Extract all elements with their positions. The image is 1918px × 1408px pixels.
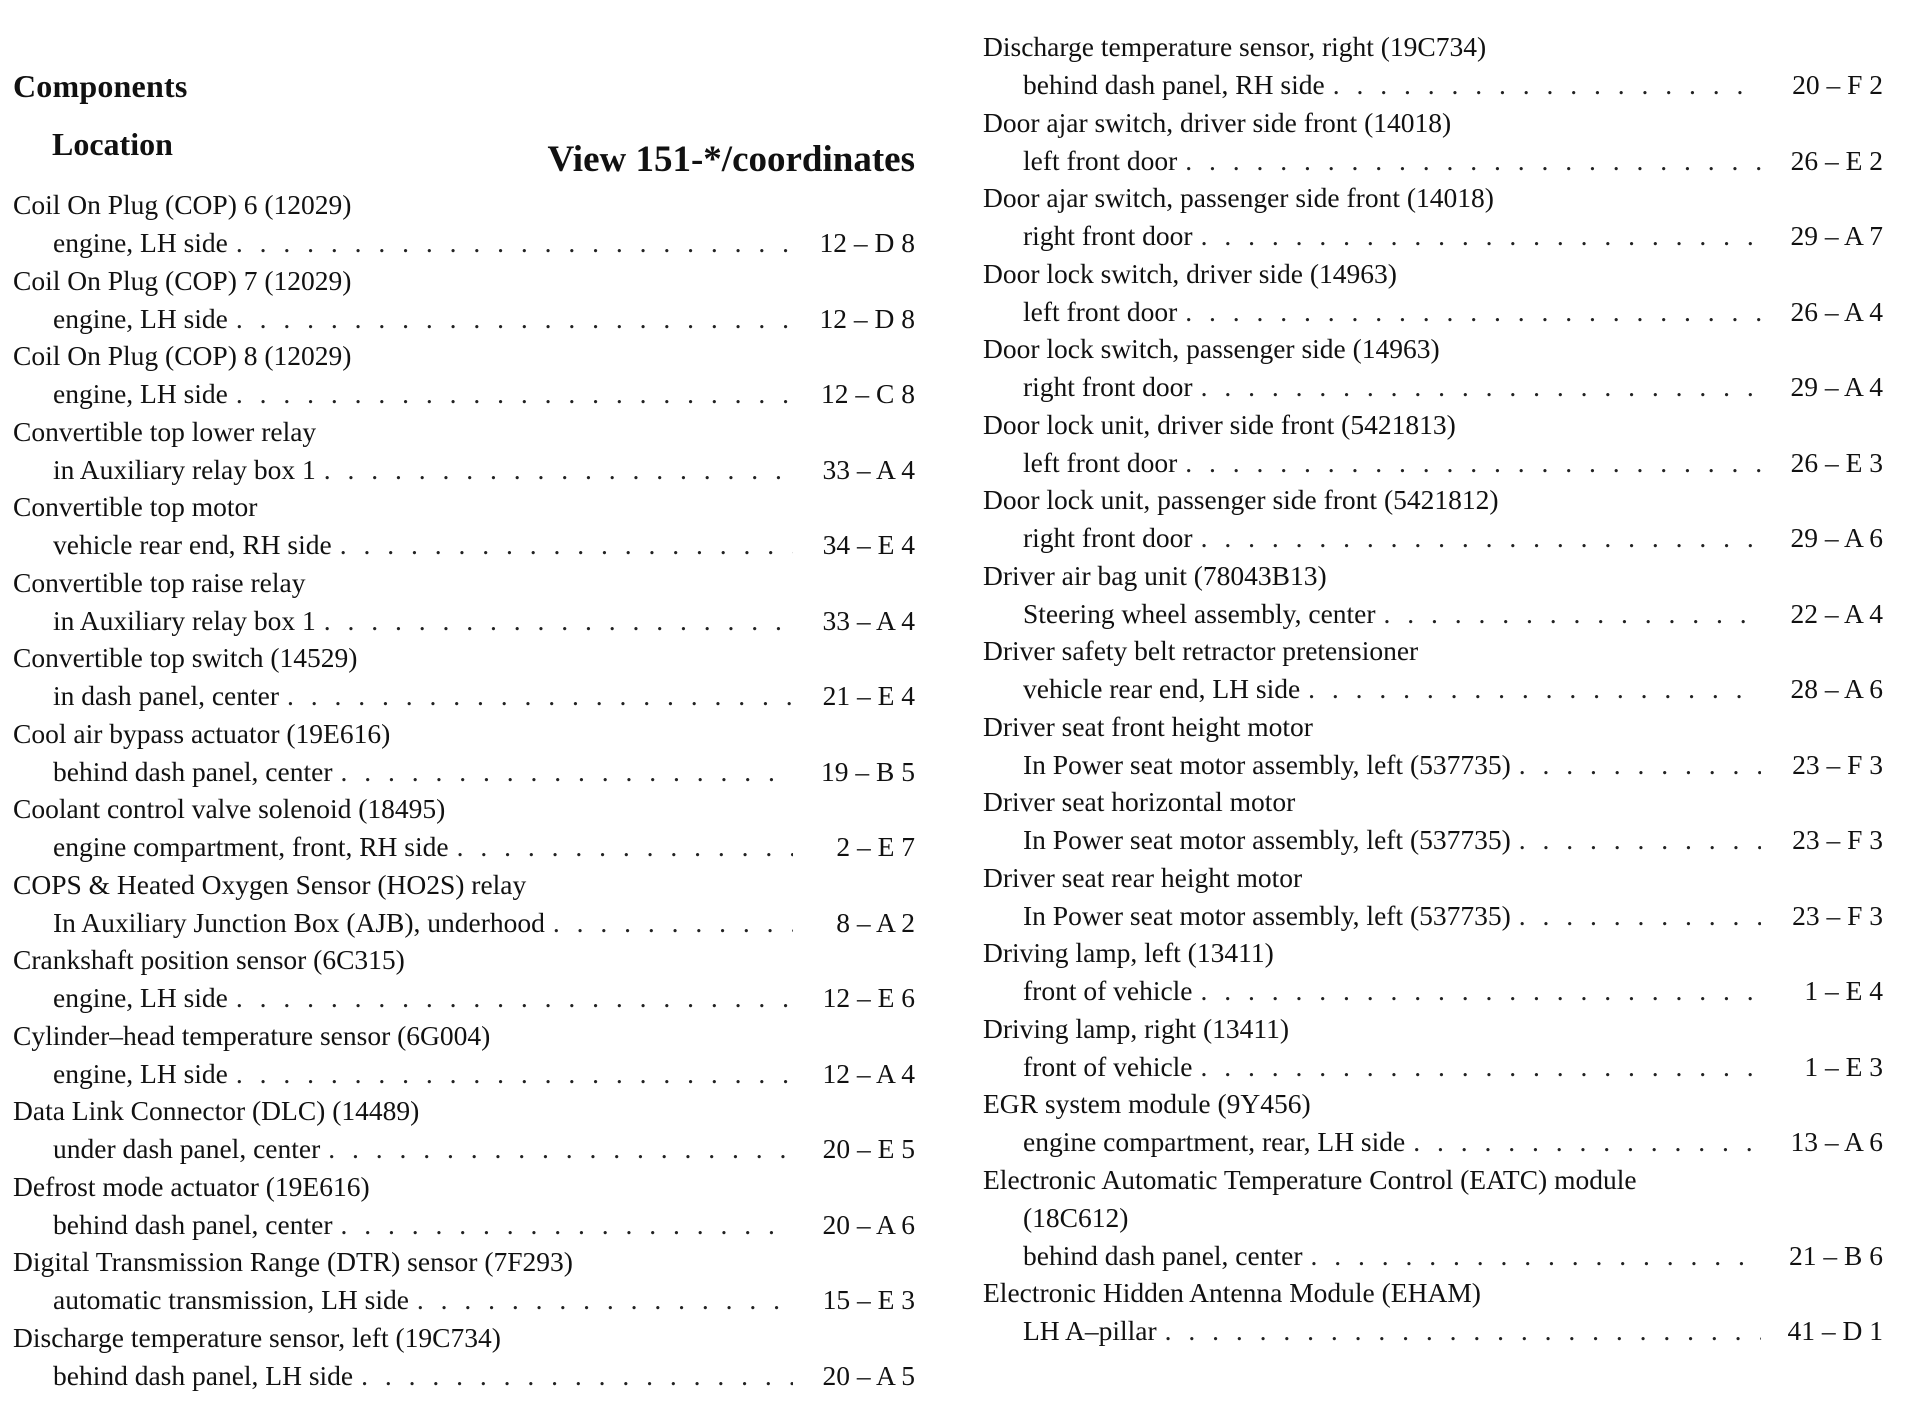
- component-entry: [983, 481, 1883, 557]
- view-coordinate: 28 – A 6: [1790, 673, 1883, 704]
- location-line: [13, 677, 915, 714]
- component-location: behind dash panel, center: [53, 755, 333, 787]
- component-entry: [13, 639, 915, 715]
- component-name: Driving lamp, left (13411): [983, 937, 1274, 968]
- dot-leader: [324, 602, 793, 639]
- location-line: [13, 1130, 915, 1167]
- component-entry: [983, 632, 1883, 708]
- view-coordinate: 29 – A 6: [1790, 522, 1883, 553]
- component-entry: [13, 337, 915, 413]
- location-line: [983, 1312, 1883, 1349]
- dot-leader: [1519, 746, 1761, 783]
- component-location: behind dash panel, center: [53, 1208, 333, 1240]
- location-line: [13, 979, 915, 1016]
- component-name: Convertible top lower relay: [13, 415, 317, 447]
- component-location: front of vehicle: [1023, 1050, 1193, 1082]
- component-entry: [13, 262, 915, 338]
- location-line: [13, 224, 915, 261]
- component-location: left front door: [1023, 446, 1178, 478]
- component-entry: [983, 708, 1883, 784]
- component-name: Cylinder–head temperature sensor (6G004): [13, 1019, 491, 1051]
- dot-leader: [1201, 217, 1761, 254]
- view-coordinate: 12 – A 4: [822, 1057, 915, 1089]
- dot-leader: [236, 979, 793, 1016]
- dot-leader: [1201, 519, 1761, 556]
- location-line: [13, 1206, 915, 1243]
- component-name: Door lock switch, passenger side (14963): [983, 333, 1440, 364]
- component-location: engine, LH side: [53, 982, 228, 1013]
- location-line: [983, 66, 1883, 103]
- component-entry: [13, 413, 915, 489]
- view-coordinate: 23 – F 3: [1792, 899, 1883, 931]
- component-location: engine, LH side: [53, 378, 228, 409]
- component-name: Door lock unit, passenger side front (5421812): [983, 484, 1499, 515]
- component-name: Convertible top switch (14529): [13, 642, 358, 673]
- component-entry: [983, 179, 1883, 255]
- view-coordinate: 1 – E 3: [1804, 1050, 1883, 1082]
- component-location: in Auxiliary relay box 1: [53, 604, 316, 636]
- dot-leader: [340, 526, 793, 563]
- location-line: [13, 602, 915, 639]
- component-location: In Power seat motor assembly, left (537735): [1023, 748, 1511, 780]
- component-name: Electronic Hidden Antenna Module (EHAM): [983, 1276, 1481, 1308]
- dot-leader: [328, 1130, 793, 1167]
- component-location: in Auxiliary relay box 1: [53, 453, 316, 485]
- dot-leader: [1308, 670, 1761, 707]
- component-name: Convertible top motor: [13, 491, 258, 522]
- view-coordinate: 12 – D 8: [819, 227, 915, 258]
- component-entry: [983, 1010, 1883, 1086]
- location-line: [983, 1123, 1883, 1160]
- component-name: Electronic Automatic Temperature Control (EATC) module: [983, 1163, 1637, 1195]
- location-line: [983, 670, 1883, 707]
- location-line: [983, 519, 1883, 556]
- component-location: vehicle rear end, LH side: [1023, 673, 1301, 704]
- view-coordinate: 33 – A 4: [822, 453, 915, 485]
- component-name: Driving lamp, right (13411): [983, 1012, 1290, 1044]
- component-location: right front door: [1023, 522, 1193, 553]
- component-name: Coil On Plug (COP) 8 (12029): [13, 340, 352, 371]
- location-line: [983, 217, 1883, 254]
- dot-leader: [236, 1055, 793, 1092]
- dot-leader: [1413, 1123, 1761, 1160]
- right-entry-list: [983, 28, 1883, 1349]
- view-coordinate: 26 – A 4: [1790, 295, 1883, 327]
- component-location: left front door: [1023, 144, 1178, 176]
- component-name: COPS & Heated Oxygen Sensor (HO2S) relay: [13, 868, 527, 900]
- component-entry: [983, 1161, 1883, 1274]
- view-coordinate: 12 – D 8: [819, 302, 915, 334]
- component-name: Driver seat front height motor: [983, 710, 1313, 742]
- component-name: Coil On Plug (COP) 7 (12029): [13, 264, 352, 296]
- view-coordinate: 21 – E 4: [822, 680, 915, 711]
- dot-leader: [1165, 1312, 1761, 1349]
- component-name: Digital Transmission Range (DTR) sensor (7F293): [13, 1246, 573, 1277]
- dot-leader: [287, 677, 793, 714]
- component-location: engine, LH side: [53, 1057, 228, 1089]
- component-location: under dash panel, center: [53, 1133, 321, 1164]
- component-location: engine, LH side: [53, 227, 228, 258]
- location-line: [13, 753, 915, 790]
- view-coordinate: 21 – B 6: [1789, 1239, 1883, 1271]
- component-entry: [13, 1092, 915, 1168]
- location-line: [983, 1237, 1883, 1274]
- component-name: Door lock unit, driver side front (5421813): [983, 408, 1456, 440]
- component-location: left front door: [1023, 295, 1178, 327]
- location-line: [983, 1048, 1883, 1085]
- view-coordinate: 13 – A 6: [1790, 1126, 1883, 1157]
- component-location: In Auxiliary Junction Box (AJB), underhood: [53, 906, 545, 938]
- component-entry: [13, 186, 915, 262]
- dot-leader: [236, 375, 793, 412]
- view-coordinate: 41 – D 1: [1787, 1314, 1883, 1346]
- view-coordinate: 20 – E 5: [822, 1133, 915, 1164]
- dot-leader: [1185, 444, 1761, 481]
- component-entry: [983, 406, 1883, 482]
- component-name-continued: (18C612): [1023, 1201, 1129, 1233]
- dot-leader: [1519, 821, 1761, 858]
- location-line: [983, 368, 1883, 405]
- dot-leader: [340, 1206, 793, 1243]
- view-coordinate: 20 – A 6: [822, 1208, 915, 1240]
- component-name: Defrost mode actuator (19E616): [13, 1170, 370, 1202]
- component-entry: [983, 557, 1883, 633]
- component-entry: [13, 790, 915, 866]
- dot-leader: [324, 451, 793, 488]
- component-entry: [983, 104, 1883, 180]
- view-coordinate: 23 – F 3: [1792, 824, 1883, 855]
- view-coordinate: 20 – F 2: [1792, 69, 1883, 100]
- view-coordinate: 1 – E 4: [1804, 975, 1883, 1006]
- component-location: engine, LH side: [53, 302, 228, 334]
- location-line: [983, 972, 1883, 1009]
- component-name: EGR system module (9Y456): [983, 1088, 1311, 1119]
- component-name: Discharge temperature sensor, left (19C734): [13, 1321, 501, 1353]
- component-name: Coil On Plug (COP) 6 (12029): [13, 189, 352, 220]
- dot-leader: [236, 300, 793, 337]
- component-entry: [13, 1319, 915, 1395]
- view-coordinate: 12 – C 8: [821, 378, 915, 409]
- location-line: [13, 1281, 915, 1318]
- component-entry: [983, 859, 1883, 935]
- component-location: LH A–pillar: [1023, 1314, 1157, 1346]
- dot-leader: [1201, 1048, 1761, 1085]
- location-line: [13, 375, 915, 412]
- component-name: Door ajar switch, driver side front (14018): [983, 106, 1452, 138]
- component-location: front of vehicle: [1023, 975, 1193, 1006]
- location-line: [13, 300, 915, 337]
- view-coordinate: 2 – E 7: [836, 831, 915, 862]
- component-name: Driver air bag unit (78043B13): [983, 559, 1327, 591]
- view-coordinate: 29 – A 4: [1790, 371, 1883, 402]
- location-line: [13, 1357, 915, 1394]
- dot-leader: [1519, 897, 1761, 934]
- section-title: Components: [13, 68, 188, 104]
- dot-leader: [340, 753, 793, 790]
- view-coordinate: 26 – E 2: [1790, 144, 1883, 176]
- view-coordinate: 22 – A 4: [1790, 597, 1883, 629]
- component-name: Driver seat rear height motor: [983, 861, 1303, 893]
- location-line: [983, 821, 1883, 858]
- component-entry: [983, 28, 1883, 104]
- component-entry: [13, 941, 915, 1017]
- component-name: Convertible top raise relay: [13, 566, 306, 598]
- component-entry: [13, 715, 915, 791]
- component-entry: [983, 1085, 1883, 1161]
- view-coordinate: 34 – E 4: [822, 529, 915, 560]
- dot-leader: [1185, 293, 1761, 330]
- view-coordinate: 12 – E 6: [822, 982, 915, 1013]
- component-name: Crankshaft position sensor (6C315): [13, 944, 405, 975]
- component-entry: [983, 934, 1883, 1010]
- dot-leader: [417, 1281, 793, 1318]
- component-name: Data Link Connector (DLC) (14489): [13, 1095, 420, 1126]
- dot-leader: [553, 904, 793, 941]
- dot-leader: [1310, 1237, 1761, 1274]
- location-line: [13, 1055, 915, 1092]
- dot-leader: [1201, 972, 1761, 1009]
- component-entry: [983, 330, 1883, 406]
- location-line: [13, 904, 915, 941]
- component-location: behind dash panel, RH side: [1023, 69, 1325, 100]
- location-line: [983, 142, 1883, 179]
- location-line: [13, 828, 915, 865]
- component-entry: [13, 488, 915, 564]
- dot-leader: [1333, 66, 1761, 103]
- component-entry: [13, 1243, 915, 1319]
- component-location: vehicle rear end, RH side: [53, 529, 332, 560]
- dot-leader: [457, 828, 793, 865]
- view-coordinate: 23 – F 3: [1792, 748, 1883, 780]
- component-entry: [983, 783, 1883, 859]
- component-entry: [13, 1017, 915, 1093]
- component-name: Discharge temperature sensor, right (19C734): [983, 31, 1487, 62]
- view-coordinate: 33 – A 4: [822, 604, 915, 636]
- component-name: Coolant control valve solenoid (18495): [13, 793, 446, 824]
- component-entry: [983, 1274, 1883, 1350]
- location-line: [983, 897, 1883, 934]
- dot-leader: [361, 1357, 793, 1394]
- component-location: behind dash panel, center: [1023, 1239, 1303, 1271]
- component-location: In Power seat motor assembly, left (537735): [1023, 899, 1511, 931]
- component-entry: [13, 866, 915, 942]
- location-line: [983, 293, 1883, 330]
- left-entry-list: [13, 186, 915, 1394]
- view-coordinate: 26 – E 3: [1790, 446, 1883, 478]
- location-line: [13, 526, 915, 563]
- dot-leader: [1201, 368, 1761, 405]
- component-name: Door ajar switch, passenger side front (14018): [983, 182, 1494, 213]
- component-location: in dash panel, center: [53, 680, 280, 711]
- view-coordinate: 29 – A 7: [1790, 220, 1883, 251]
- location-column-heading: Location: [52, 126, 173, 162]
- component-location: engine compartment, front, RH side: [53, 831, 449, 862]
- view-coordinate: 19 – B 5: [821, 755, 915, 787]
- component-entry: [13, 1168, 915, 1244]
- location-line: [983, 595, 1883, 632]
- view-coordinate: 15 – E 3: [822, 1284, 915, 1315]
- component-location: right front door: [1023, 220, 1193, 251]
- component-location: automatic transmission, LH side: [53, 1284, 409, 1315]
- component-name: Door lock switch, driver side (14963): [983, 257, 1397, 289]
- dot-leader: [236, 224, 793, 261]
- component-name: Driver seat horizontal motor: [983, 786, 1296, 817]
- component-location: In Power seat motor assembly, left (537735): [1023, 824, 1511, 855]
- component-entry: [13, 564, 915, 640]
- component-name: Cool air bypass actuator (19E616): [13, 717, 391, 749]
- component-location: engine compartment, rear, LH side: [1023, 1126, 1406, 1157]
- component-name: Driver safety belt retractor pretensioner: [983, 635, 1419, 666]
- location-line: [13, 451, 915, 488]
- component-location: right front door: [1023, 371, 1193, 402]
- dot-leader: [1384, 595, 1761, 632]
- component-entry: [983, 255, 1883, 331]
- location-line: [983, 746, 1883, 783]
- view-coordinate: 8 – A 2: [836, 906, 915, 938]
- dot-leader: [1185, 142, 1761, 179]
- component-location: behind dash panel, LH side: [53, 1359, 354, 1391]
- view-column-heading: View 151-*/coordinates: [547, 139, 915, 180]
- view-coordinate: 20 – A 5: [822, 1359, 915, 1391]
- location-line: [983, 444, 1883, 481]
- component-location: Steering wheel assembly, center: [1023, 597, 1376, 629]
